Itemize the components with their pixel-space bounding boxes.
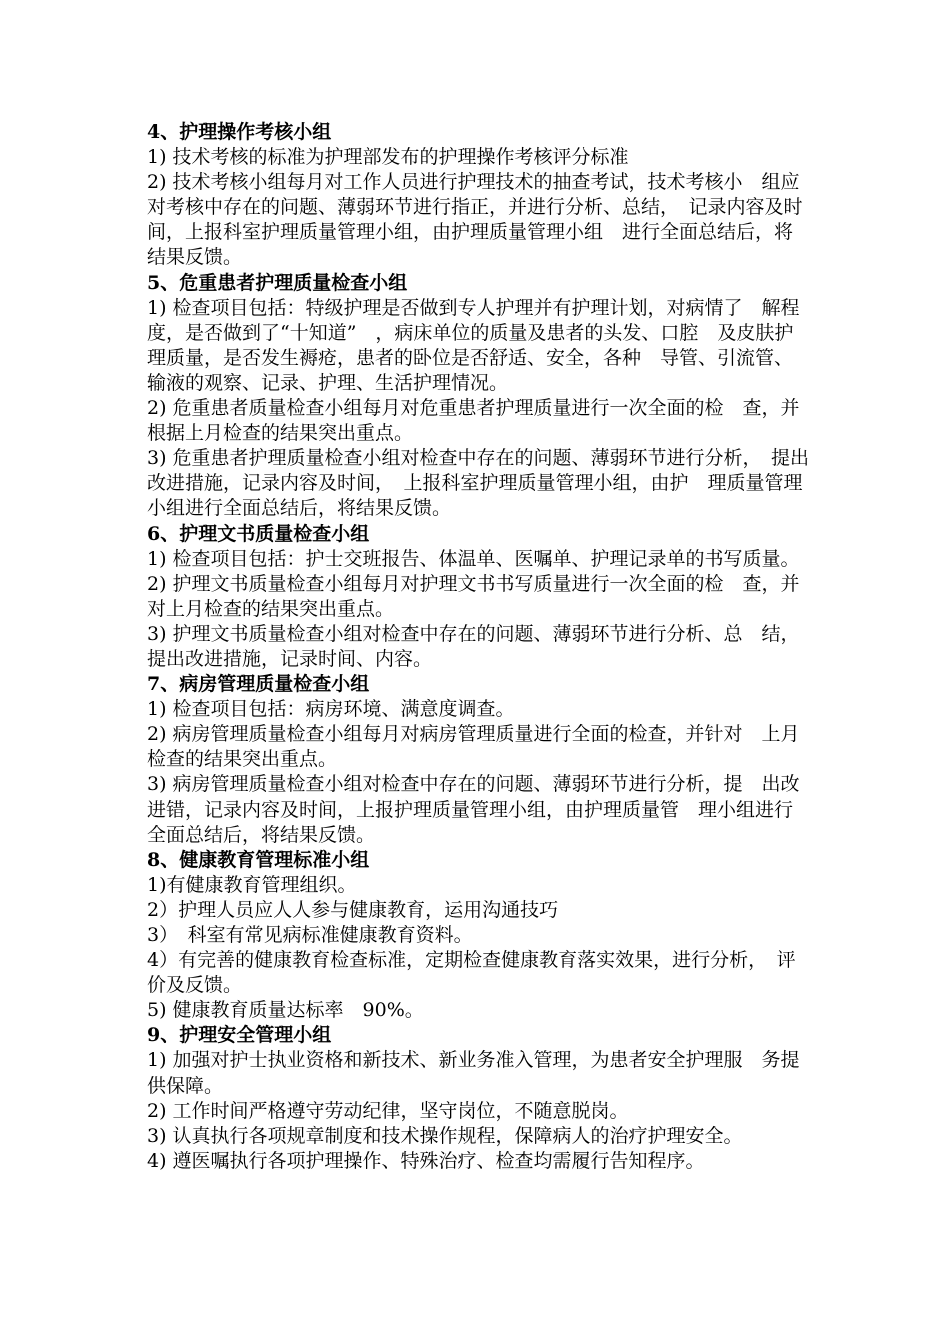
section-ward-management bbox=[147, 672, 811, 848]
section-nursing-documents bbox=[147, 522, 811, 673]
section-critical-patient-care bbox=[147, 271, 811, 522]
section-heading: 9、护理安全管理小组 bbox=[147, 1024, 332, 1047]
section-heading: 8、健康教育管理标准小组 bbox=[147, 848, 370, 871]
paragraph: 2) 危重患者质量检查小组每月对危重患者护理质量进行一次全面的检 查，并根据上月检查的结果突出重点。 bbox=[147, 397, 800, 445]
paragraph: 1) 加强对护士执业资格和新技术、新业务准入管理，为患者安全护理服 务提供保障。 bbox=[147, 1049, 800, 1097]
section-nursing-safety bbox=[147, 1023, 811, 1174]
paragraph: 1) 检查项目包括：病房环境、满意度调查。 bbox=[147, 698, 515, 721]
section-heading: 7、病房管理质量检查小组 bbox=[147, 673, 370, 696]
paragraph: 5) 健康教育质量达标率 90%。 bbox=[147, 999, 424, 1022]
paragraph: 1) 检查项目包括：护士交班报告、体温单、医嘱单、护理记录单的书写质量。 bbox=[147, 547, 800, 570]
paragraph: 1) 检查项目包括：特级护理是否做到专人护理并有护理计划，对病情了 解程度，是否做到了“十知道” ，病床单位的质量及患者的头发、口腔 及皮肤护理质量，是否发生褥疮，患者的卧位是否舒适、安全，各种 导管、引流管、输液的观察、记录、护理、生活护理情况。 bbox=[147, 296, 800, 394]
paragraph: 4）有完善的健康教育检查标准，定期检查健康教育落实效果，进行分析， 评价及反馈。 bbox=[147, 949, 796, 997]
paragraph: 3) 护理文书质量检查小组对检查中存在的问题、薄弱环节进行分析、总 结，提出改进措施，记录时间、内容。 bbox=[147, 622, 800, 670]
section-heading: 6、护理文书质量检查小组 bbox=[147, 522, 370, 545]
section-operation-assessment bbox=[147, 120, 811, 271]
paragraph: 2）护理人员应人人参与健康教育，运用沟通技巧 bbox=[147, 898, 559, 921]
paragraph: 1) 技术考核的标准为护理部发布的护理操作考核评分标准 bbox=[147, 146, 629, 169]
paragraph: 3) 危重患者护理质量检查小组对检查中存在的问题、薄弱环节进行分析， 提出改进措施，记录内容及时间， 上报科室护理质量管理小组，由护 理质量管理小组进行全面总结后，将结果反馈。 bbox=[147, 447, 810, 520]
paragraph: 2) 护理文书质量检查小组每月对护理文书书写质量进行一次全面的检 查，并对上月检查的结果突出重点。 bbox=[147, 572, 800, 620]
section-health-education bbox=[147, 848, 811, 1024]
section-heading: 5、危重患者护理质量检查小组 bbox=[147, 271, 408, 294]
paragraph: 2) 技术考核小组每月对工作人员进行护理技术的抽查考试，技术考核小 组应对考核中存在的问题、薄弱环节进行指正，并进行分析、总结， 记录内容及时间，上报科室护理质量管理小组，由护理质量管理小组 进行全面总结后，将结果反馈。 bbox=[147, 171, 803, 269]
paragraph: 4) 遵医嘱执行各项护理操作、特殊治疗、检查均需履行告知程序。 bbox=[147, 1149, 705, 1172]
paragraph: 3) 认真执行各项规章制度和技术操作规程，保障病人的治疗护理安全。 bbox=[147, 1124, 743, 1147]
paragraph: 2) 工作时间严格遵守劳动纪律，坚守岗位，不随意脱岗。 bbox=[147, 1099, 629, 1122]
paragraph: 1)有健康教育管理组织。 bbox=[147, 873, 357, 896]
paragraph: 3） 科室有常见病标准健康教育资料。 bbox=[147, 924, 473, 946]
section-heading: 4、护理操作考核小组 bbox=[147, 121, 332, 143]
paragraph: 2) 病房管理质量检查小组每月对病房管理质量进行全面的检查，并针对 上月检查的结果突出重点。 bbox=[147, 723, 800, 771]
paragraph: 3) 病房管理质量检查小组对检查中存在的问题、薄弱环节进行分析，提 出改进错，记录内容及时间，上报护理质量管理小组，由护理质量管 理小组进行全面总结后，将结果反馈。 bbox=[147, 773, 800, 846]
document-body bbox=[147, 120, 811, 1174]
